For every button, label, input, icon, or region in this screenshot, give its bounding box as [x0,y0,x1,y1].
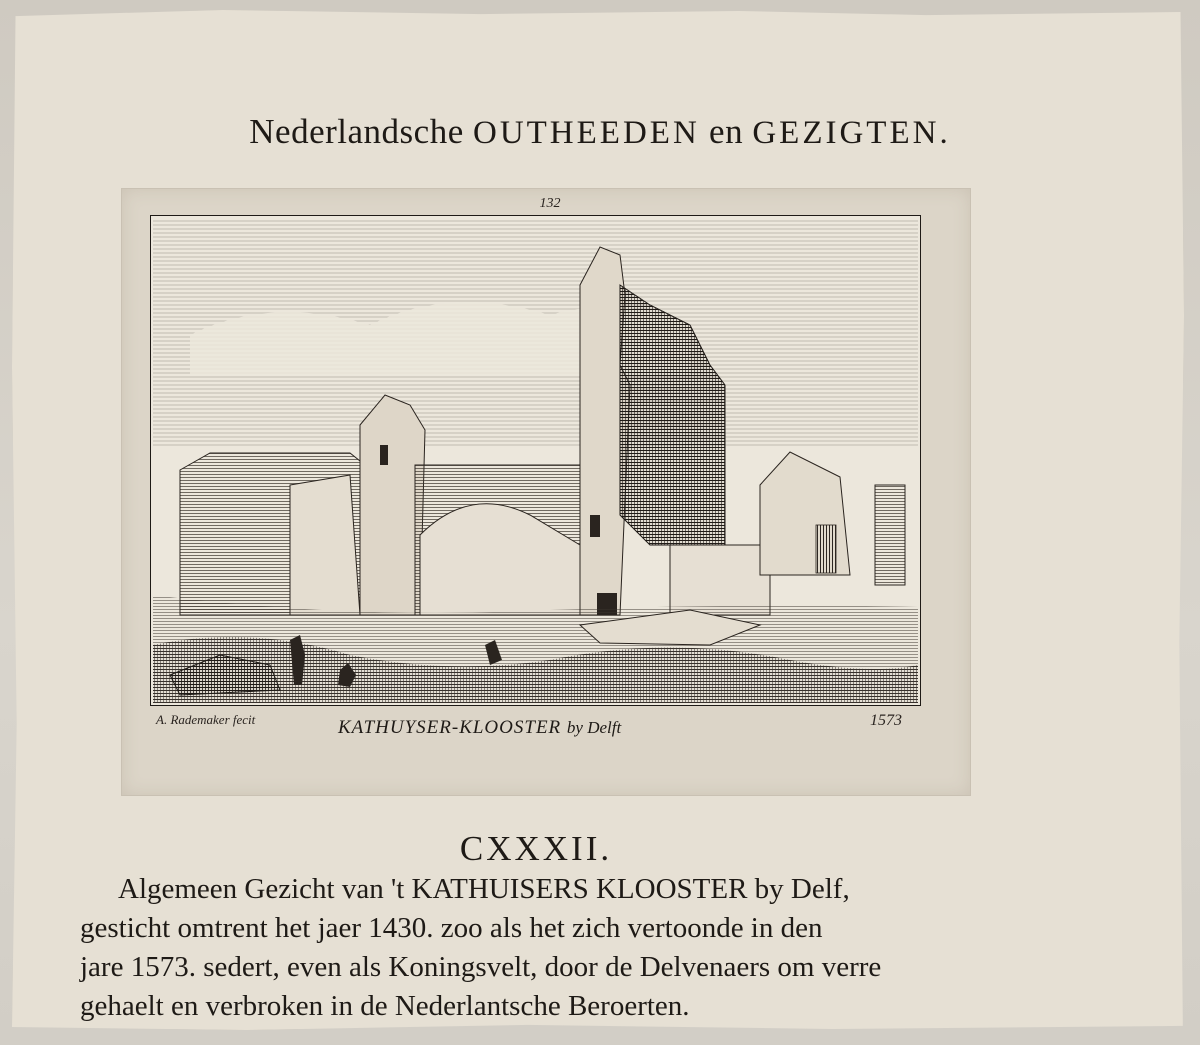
section-numeral: CXXXII. [459,829,613,868]
description-text [80,870,1080,1026]
ruin-window-1 [380,445,388,465]
ruin-arch [670,545,770,615]
description-line-4: gehaelt en verbroken in de Nederlantsche Beroerten. [80,990,690,1022]
ruin-left-gable [290,475,360,615]
plate-artist: A. Rademaker fecit [156,712,256,727]
series-title [0,112,1200,152]
series-title-caps-1: OUTHEEDEN [472,115,700,151]
plate-caption-title: KATHUYSER-KLOOSTER [338,717,562,738]
plate-caption-location: by Delft [566,718,622,737]
description-line-1: Algemeen Gezicht van 't KATHUISERS KLOOSTER by Delf, [118,873,850,905]
series-title-caps-2: GEZIGTEN. [752,115,951,151]
series-title-prefix: Nederlandsche [249,112,464,151]
description-line-3: jare 1573. sedert, even als Koningsvelt, door de Delvenaers om verre [80,951,882,983]
engraving-image [150,215,921,706]
plate-year: 1573 [870,712,902,729]
ruin-window-2 [590,515,600,537]
series-title-conj: en [709,112,744,151]
plate-caption [338,717,621,739]
description-line-2: gesticht omtrent het jaer 1430. zoo als het zich vertoonde in den [80,912,823,944]
ruin-far-wall [875,485,905,585]
ruin-right-door [816,525,836,573]
plate-number: 132 [539,196,561,211]
